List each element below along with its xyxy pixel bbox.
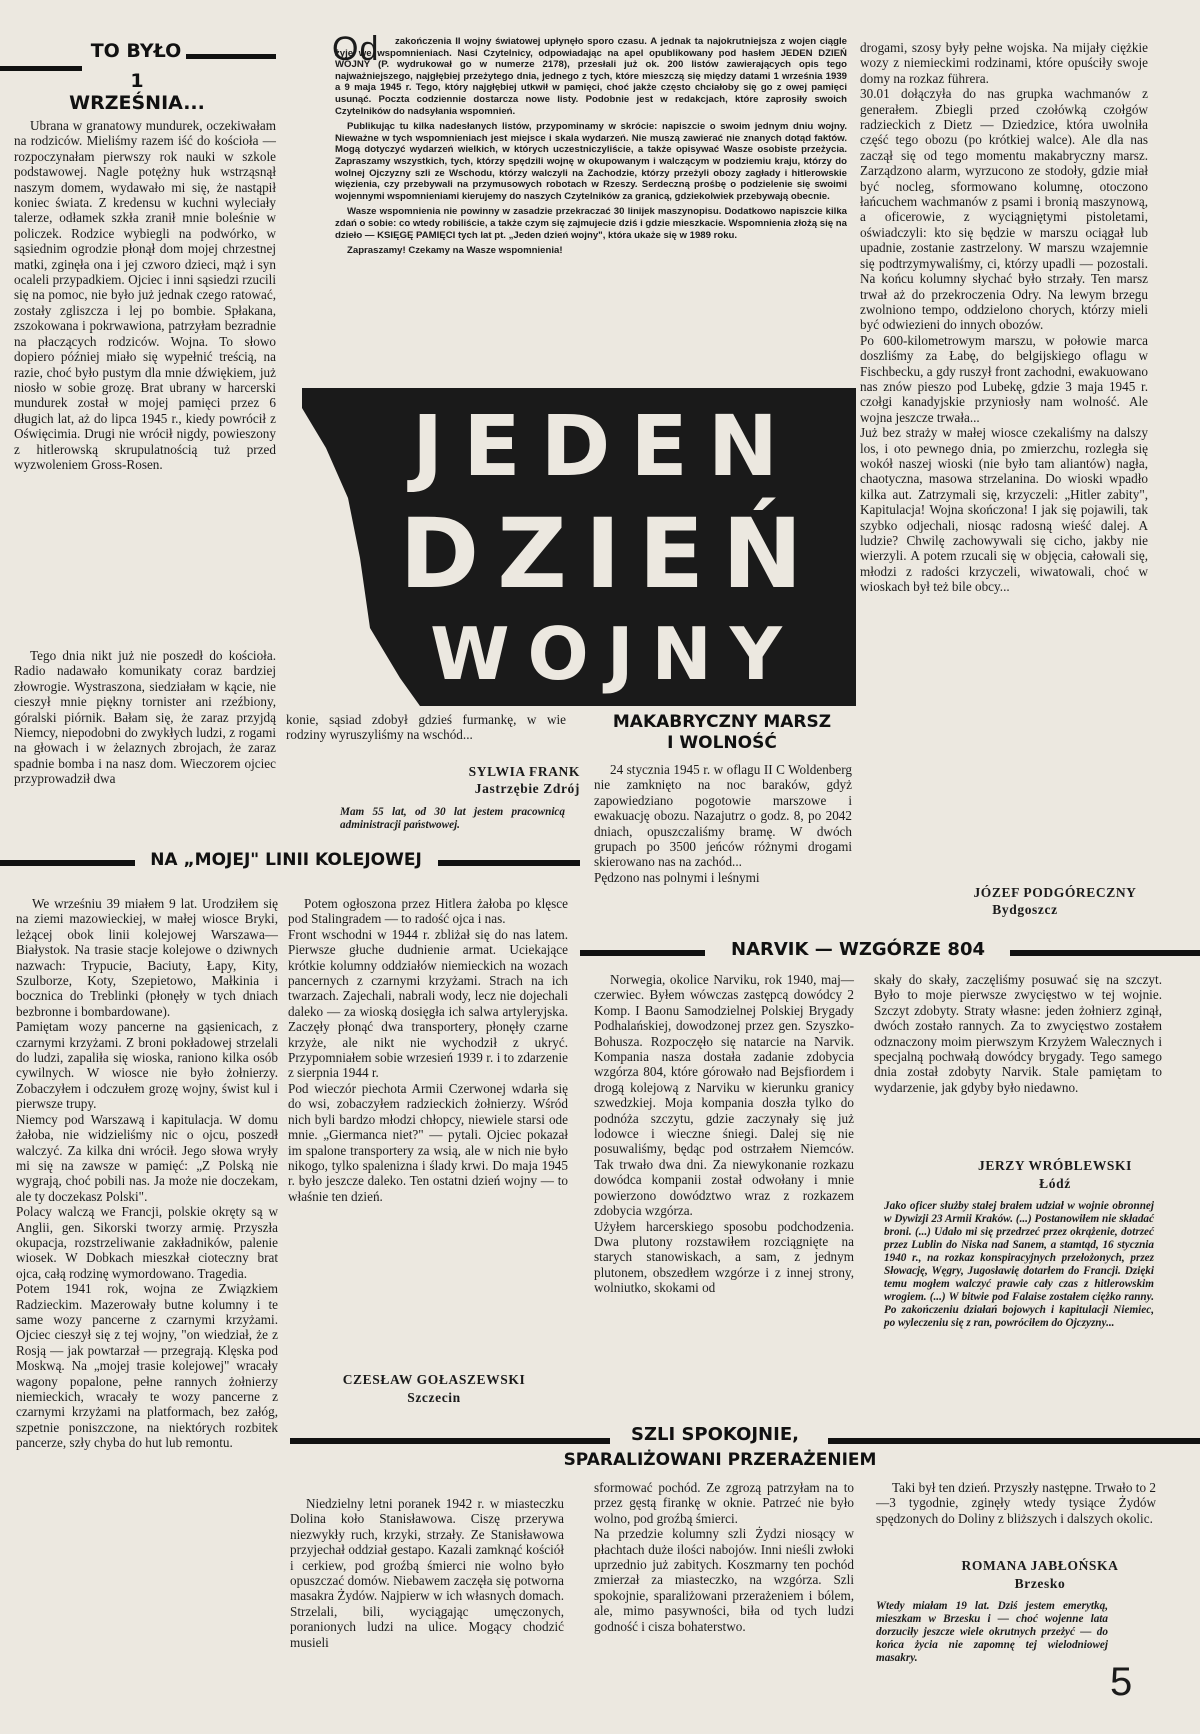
article5-col1-text: Niedzielny letni poranek 1942 r. w miasteczku Dolina koło Stanisławowa. Ciszę przerywa niezwykły ruch, krzyki, strzały. Ze Stanisławowa przyjechał oddział gestapo. Kazali zamknąć kościół i cerkiew, pod groźbą śmierci nie wolno było opuszczać domów. Niebawem zaczęła się potworna masakra Żydów. Najpierw w ich własnych domach. Strzelali, bili, wyciągając umęczonych, poranionych ludzi na ulice. Mogący chodzić musieli [290,1496,564,1650]
article5-col2-text: sformować pochód. Ze zgrozą patrzyłam na to przez gęstą firankę w oknie. Patrzeć nie było wolno, pod groźbą śmierci. Na przedzie kolumny szli Żydzi niosący w płachtach duże ilości nabojów. Inni nieśli zwłoki uprzednio już zabitych. Koszmarny ten pochód zmierzał za miasteczko, na wzgórza. Szli spokojnie, sparaliżowani przerażeniem i bólem, ale, mimo pasywności, biła od tych ludzi godność i cisza bohaterstwo. [594,1480,854,1634]
article4-col2 [874,972,1162,1097]
intro-paragraph-2: Publikując tu kilka nadesłanych listów, przypominamy w skrócie: napiszcie o swoim jednym dniu wojny. Nieważne w tych wspomnieniach jest miejsce i skala wydarzeń. Nie muszą zawierać nie znanych dotąd faktów. Mogą dotyczyć wydarzeń wielkich, w których uczestniczyliście, a także opisywać Wasze osobiste przeżycia. Zapraszamy wszystkich, tych, którzy spędzili wojnę w okupowanym i walczącym w podziemiu kraju, którzy do wolnej Ojczyzny szli ze Wschodu, którzy walczyli na Zachodzie, którzy przeżyli obozy zagłady i hitlerowskie więzienia, czy przebywali na przymusowych robotach w Rzeszy. Serdeczną prośbę o podzielenie się swoimi wojennymi wspomnieniami kierujemy do naszych Czytelników za granicą, gdziekolwiek przebywają obecnie. [335,121,847,202]
article3-title: NA „MOJEJ" LINII KOLEJOWEJ [150,850,422,870]
article5-rule-left [290,1438,610,1444]
intro-paragraph-3: Wasze wspomnienia nie powinny w zasadzie przekraczać 30 linijek maszynopisu. Dodatkowo napiszcie kilka zdań o sobie: co wtedy robiliście, a także czym się zajmujecie dziś i gdzie mieszkacie. Wspomnienia złożą się na dzieło — KSIĘGĘ PAMIĘCI tych lat pt. „Jeden dzień wojny", która ukaże się w 1989 roku. [335,206,847,241]
article3-col2-text: Potem ogłoszona przez Hitlera żałoba po klęsce pod Stalingradem — to radość ojca i nas. Front wschodni w 1944 r. zbliżał się do nas latem. Pierwsze głuche dudnienie armat. Uciekające krótkie kolumny oddziałów niemieckich na wozach pancernych z czarnymi krzyżami. Strach na ich twarzach. Zajechali, nabrali wody, lecz nie dojechali daleko — za wioską dosięgła ich salwa artyleryjska. Zaczęły płonąć dwa transportery, płonęły czarne krzyże, ale nikt nie wychodził z ukryć. Przypomniałem sobie wrzesień 1939 r. i to zdarzenie z sierpnia 1944 r. Pod wieczór piechota Armii Czerwonej wdarła się do wsi, zobaczyłem radzieckich żołnierzy. Wśród nich byli bardzo młodzi chłopcy, niewiele starsi ode mnie. „Giermanca niet?" — pytali. Ojciec pokazał im spalone transportery za wsią, ale w nich nie było nikogo, tylko spalenizna i ślady krwi. Do maja 1945 r. było jeszcze daleko. Ten ostatni dzień wojny — to właśnie ten dzień. [288,896,568,1204]
article1-body-end [286,712,566,745]
article5-col1 [290,1496,564,1652]
article2-col1 [594,762,852,887]
article5-title-line1: SZLI SPOKOJNIE, [631,1424,799,1445]
article2-author: JÓZEF PODGÓRECZNY [973,885,1137,900]
title-line2: DZIEŃ [399,498,821,610]
article1-title-line1: TO BYŁO [90,40,182,62]
article3-col1 [16,896,278,1453]
article1-paragraph: Tego dnia nikt już nie poszedł do kościoła. Radio nadawało komunikaty coraz bardziej złowrogie. Wystraszona, siedziałam w kącie, nie cieszył mnie piękny tornister ani rzeźbiony, góralski piórnik. Bałam się, że zaraz przyjdą Niemcy, niepodobni do zwykłych ludzi, z rogami na głowach i w żelaznych zbrojach, że zaraz spadnie bomba i na nasz dom. Wieczorem ojciec przyprowadził dwa [14,648,276,787]
intro-drop-cap: Od [332,30,380,68]
article2-col2 [860,40,1148,597]
article1-body-cont [14,648,276,789]
article2-place: Bydgoszcz [992,902,1058,917]
title-line1: JEDEN [411,397,799,495]
article4-place: Łódź [1039,1176,1071,1191]
intro-paragraph-1 [335,36,847,117]
article2-col2-text: drogami, szosy były pełne wojska. Na mijały ciężkie wozy z niemieckimi rodzinami, które opuściły swoje domy na rozkaz führera. 30.01 dołączyła do nas grupka wachmanów z generałem. Zbiegli przed czołówką czołgów radzieckich z Dietz — Dziedzice, która uwolniła część tego obozu (po krótkiej walce). Ale dla nas zaczął się od tego momentu makabryczny marsz. Zarządzono alarm, wyrzucono ze stodoły, gdzie miał być nocleg, sformowano kolumnę, otoczono łańcuchem wachmanów z psami i bronią maszynową, a oficerowie, z wyciągniętymi pistoletami, oświadczyli: kto się będzie w marszu ociągał lub upadnie, zostanie zastrzelony. W marszu wzajemnie się podtrzymywaliśmy, ci, którzy upadli — pozostali. Na końcu kolumny słychać było strzały. Ten marsz trwał aż do przekroczenia Odry. Na lewym brzegu zwolniono tempo, oddzielono chorych, którzy mieli być odwiezieni do innych obozów. Po 600-kilometrowym marszu, w połowie marca doszliśmy za Łabę, do belgijskiego oflagu w Fischbecku, a gdy ruszył front zachodni, ewakuowano nas znów pieszo pod Lubekę, gdzie 3 maja 1945 r. czołgi kanadyjskie przyniosły nam wolność. Ale wojna jeszcze trwała... Już bez straży w małej wiosce czekaliśmy na dalszy los, i oto pewnego dnia, po zmierzchu, rozległa się wokół naszej wioski (nie było tam aliantów) nagła, chaotyczna, masowa strzelanina. Do wioski wpadło kilka aut. Zatrzymali się, krzyczeli: „Hitler zabity", Kapitulacja! Wojna skończona! I jak się pojawili, tak szybko odjechali, niosąc radosną wieść dalej. A ludzie? Chwilę zachowywali się cicho, jakby nie wierzyli. A potem rzucali się w objęcia, całowali się, młodzi z radości krzyczeli, wiwatowali, choć w wioskach był też bile obcy... [860,40,1148,595]
intro-lead: zakończenia II wojny światowej upłynęło sporo czasu. A jednak ta najokrutniejsza z wojen ciągle żyje we wspomnieniach. Nasi Czytelnicy, odpowiadając na apel opublikowany pod hasłem JEDEN DZIEŃ WOJNY (P. wydrukował go w numerze 2178), przesłali już ok. 200 listów zawierających opis tego najważniejszego, najgłębiej przeżytego dnia, jednego z tych, które mieszczą się między datami 1 września 1939 a 9 maja 1945 r. Tego, który najgłębiej utkwił w pamięci, choć jakże często chciałoby się go z owej pamięci usunąć. Poczta codziennie dostarcza nowe listy. Podobnie jest w redakcjach, które zaprosiły swoich Czytelników do nadsyłania wspomnień. [335,36,847,117]
article5-col3-text: Taki był ten dzień. Przyszły następne. Trwało to 2—3 tygodnie, zginęły wtedy tysiące Żydów spędzonych do Doliny z bliższych i dalszych okolic. [876,1480,1156,1526]
article3-rule-left [0,860,135,866]
article1-paragraph: Ubrana w granatowy mundurek, oczekiwałam na rodziców. Mieliśmy razem iść do kościoła — rozpoczynałam pierwszy rok nauki w szkole podstawowej. Nagle potężny huk wstrząsnął naszym domem, wydawało mi się, że nastąpił koniec świata. Z kredensu w kuchni wyleciały talerze, odłamek szkła zranił mnie boleśnie w policzek. Rodzice wybiegli na podwórko, w sąsiednim ogrodzie płonął dom mojej chrzestnej matki, zginęła ona i jej czworo dzieci, mąż i syn ocaleli przypadkiem. Ojciec i inni sąsiedzi rzucili się na pomoc, nie było już jednak czego ratować, zostały zgliszcza i lej po bombie. Spłakana, zszokowana i pokrwawiona, patrzyłam bezradnie na płaczących rodziców. Wojna. To słowo dopiero później miało się wypełnić treścią, na razie, choć było pustym dla mnie dźwiękiem, już niosło w sobie grozę. Brat ubrany w harcerski mundurek został w mojej pamięci przez 6 długich lat, aż do lipca 1945 r., kiedy powrócił z Oświęcimia. Drugi nie wrócił nigdy, powieszony z hitlerowską skrupulatnością tuż przed wyzwoleniem Gross-Rosen. [14,118,276,472]
article4-col1 [594,972,854,1298]
article5-note: Wtedy miałam 19 lat. Dziś jestem emerytką, mieszkam w Brzesku i — choć wojenne lata dorzuciły jeszcze wiele okrutnych przeżyć — do końca życia nie zapomnę tej wielodniowej masakry. [876,1600,1108,1664]
article4-title: NARVIK — WZGÓRZE 804 [731,939,985,960]
article1-author: SYLWIA FRANK [468,764,580,779]
article2-title-line2: I WOLNOŚĆ [667,733,777,753]
title-line3: WOJNY [430,612,800,696]
article5-rule-right [828,1438,1200,1444]
article5-place: Brzesko [1014,1576,1066,1591]
article2-col1-text: 24 stycznia 1945 r. w oflagu II C Woldenberg nie zamknięto na noc baraków, gdyż zapowiedziano pogotowie marszowe i ewakuację obozu. Nazajutrz o godz. 8, po 2042 dniach, opuszczaliśmy bramę. W dwóch grupach po 3500 jeńców różnymi drogami skierowano nas na zachód... Pędzono nas polnymi i leśnymi [594,762,852,885]
article5-author: ROMANA JABŁOŃSKA [961,1558,1119,1573]
article5-title-line2: SPARALIŻOWANI PRZERAŻENIEM [563,1450,877,1470]
article1-body [14,118,276,474]
article3-author: CZESŁAW GOŁASZEWSKI [342,1372,526,1387]
intro-paragraph-4: Zapraszamy! Czekamy na Wasze wspomnienia! [347,245,563,257]
article3-col1-text: We wrześniu 39 miałem 9 lat. Urodziłem się na ziemi mazowieckiej, w małej wiosce Bryki, leżącej obok linii kolejowej Warszawa—Białystok. Na trasie stacje kolejowe o dziwnych nazwach: Trypucie, Baciuty, Łapy, Kity, Szulborze, Koty, Szepietowo, Małkinia i bocznica do Treblinki (płonęły w tych dniach bezbronne i bombardowane). Pamiętam wozy pancerne na gąsienicach, z czarnymi krzyżami. Z broni pokładowej strzelali do ludzi, zapaliła się wioska, raniono kilka osób cywilnych. W wiosce nie było żołnierzy. Zobaczyłem i odczułem grozę wojny, świst kul i pierwsze trupy. Niemcy pod Warszawą i kapitulacja. W domu żałoba, nie widzieliśmy nic o ojcu, poszedł walczyć. Za kilka dni wrócił. Jego słowa wryły mi się na zawsze w pamięć: „Z Polską nie wygrają, choć pobili nas. Ja może nie doczekam, ale ty doczekasz Polski". Polacy walczą we Francji, polskie okręty są w Anglii, gen. Sikorski tworzy armię. Przyszła okupacja, rozstrzeliwanie zakładników, palenie wiosek. W Dobkach mieszkał cioteczny brat ojca, całą rodzinę wymordowano. Tragedia. Potem 1941 rok, wojna ze Związkiem Radzieckim. Mazerowały butne kolumny i te same wozy pancerne z czarnymi krzyżami. Ojciec cieszył się z tej wojny, "on wiedział, że z Rosją — jak powtarzał — przegrają. Klęska pod Moskwą. Na „mojej trasie kolejowej" wracały wagony popalone, pełne rannych żołnierzy niemieckich, wracały te wozy pancerne z czarnymi krzyżami na platformach, bez załóg, szpetnie poniszczone, na niektórych rozbitek pancerze, szły chyba do hut lub remontu. [16,896,278,1451]
article4-author: JERZY WRÓBLEWSKI [977,1158,1132,1173]
page-number: 5 [1110,1660,1133,1704]
article3-rule-right [438,860,580,866]
intro-text [335,36,847,261]
article1-place: Jastrzębie Zdrój [474,781,580,796]
article4-col1-text: Norwegia, okolice Narviku, rok 1940, maj—czerwiec. Byłem wówczas zastępcą dowódcy 2 Komp. I Baonu Samodzielnej Polskiej Brygady Podhalańskiej, dowodzonej przez gen. Szyszko-Bohusza. Rozpoczęło się natarcie na Narvik. Kompania nasza dostała zadanie zdobycia wzgórza 804, które górowało nad Bejsfiordem i drogą kolejową z Narviku w kierunku granicy szwedzkiej. Moja kompania doszła tylko do podnóża szczytu, gdzie zaczynały się już lodowce i wieczne śniegi. Dalej się nie posuwaliśmy, będąc pod ostrzałem Niemców. Tak trwało dwa dni. Za niewykonanie rozkazu dowódca kompanii został odwołany i mnie powierzono dowództwo wraz z rozkazem zdobycia wzgórza. Użyłem harcerskiego sposobu podchodzenia. Dwa plutony rozstawiłem rozciągnięte na starych stanowiskach, a sam, z jednym plutonem, obszedłem wzgórze i z innej strony, wolniutko, skokami od [594,972,854,1296]
article3-col2 [288,896,568,1206]
article3-place: Szczecin [407,1390,461,1405]
article4-rule-right [1010,950,1200,956]
left-top-rule-right [186,54,276,59]
article2-title-line1: MAKABRYCZNY MARSZ [612,712,832,732]
article4-rule-left [580,950,705,956]
article4-col2-text: skały do skały, zaczęliśmy posuwać się na szczyt. Było to moje pierwsze zwycięstwo w tej wojnie. Szczyt zdobyty. Straty własne: jeden żołnierz zginął, dwóch zostało rannych. Za to zwycięstwo zostałem odznaczony moim pierwszym Krzyżem Walecznych i specjalną pochwałą dowódcy brygady. Tego samego dnia został zdobyty Narvik. Stale pamiętam to wydarzenie, jak gdyby było niedawno. [874,972,1162,1095]
article1-note: Mam 55 lat, od 30 lat jestem pracownicą administracji państwowej. [340,806,565,831]
article4-note: Jako oficer służby stałej brałem udział w wojnie obronnej w Dywizji 23 Armii Kraków. (...) Postanowiłem nie składać broni. (...) Udało mi się przedrzeć przez okrążenie, dotrzeć przez Lublin do Niska nad Sanem, a stamtąd, 16 stycznia 1940 r., na rozkaz konspiracyjnych przełożonych, przez Słowację, Węgry, Jugosławię dotarłem do Francji. Dzięki temu mogłem walczyć prawie cały czas z hitlerowskim wrogiem. (...) W bitwie pod Falaise zostałem ciężko ranny. Po zakończeniu działań bojowych i kapitulacji Niemiec, po wyleczeniu się z ran, powróciłem do Ojczyzny... [884,1200,1154,1329]
article1-title-line2: 1 WRZEŚNIA... [69,70,205,114]
article5-col3 [876,1480,1156,1528]
article1-paragraph-end: konie, sąsiad zdobył gdzieś furmankę, w wie rodziny wyruszyliśmy na wschód... [286,712,566,743]
article5-col2 [594,1480,854,1636]
